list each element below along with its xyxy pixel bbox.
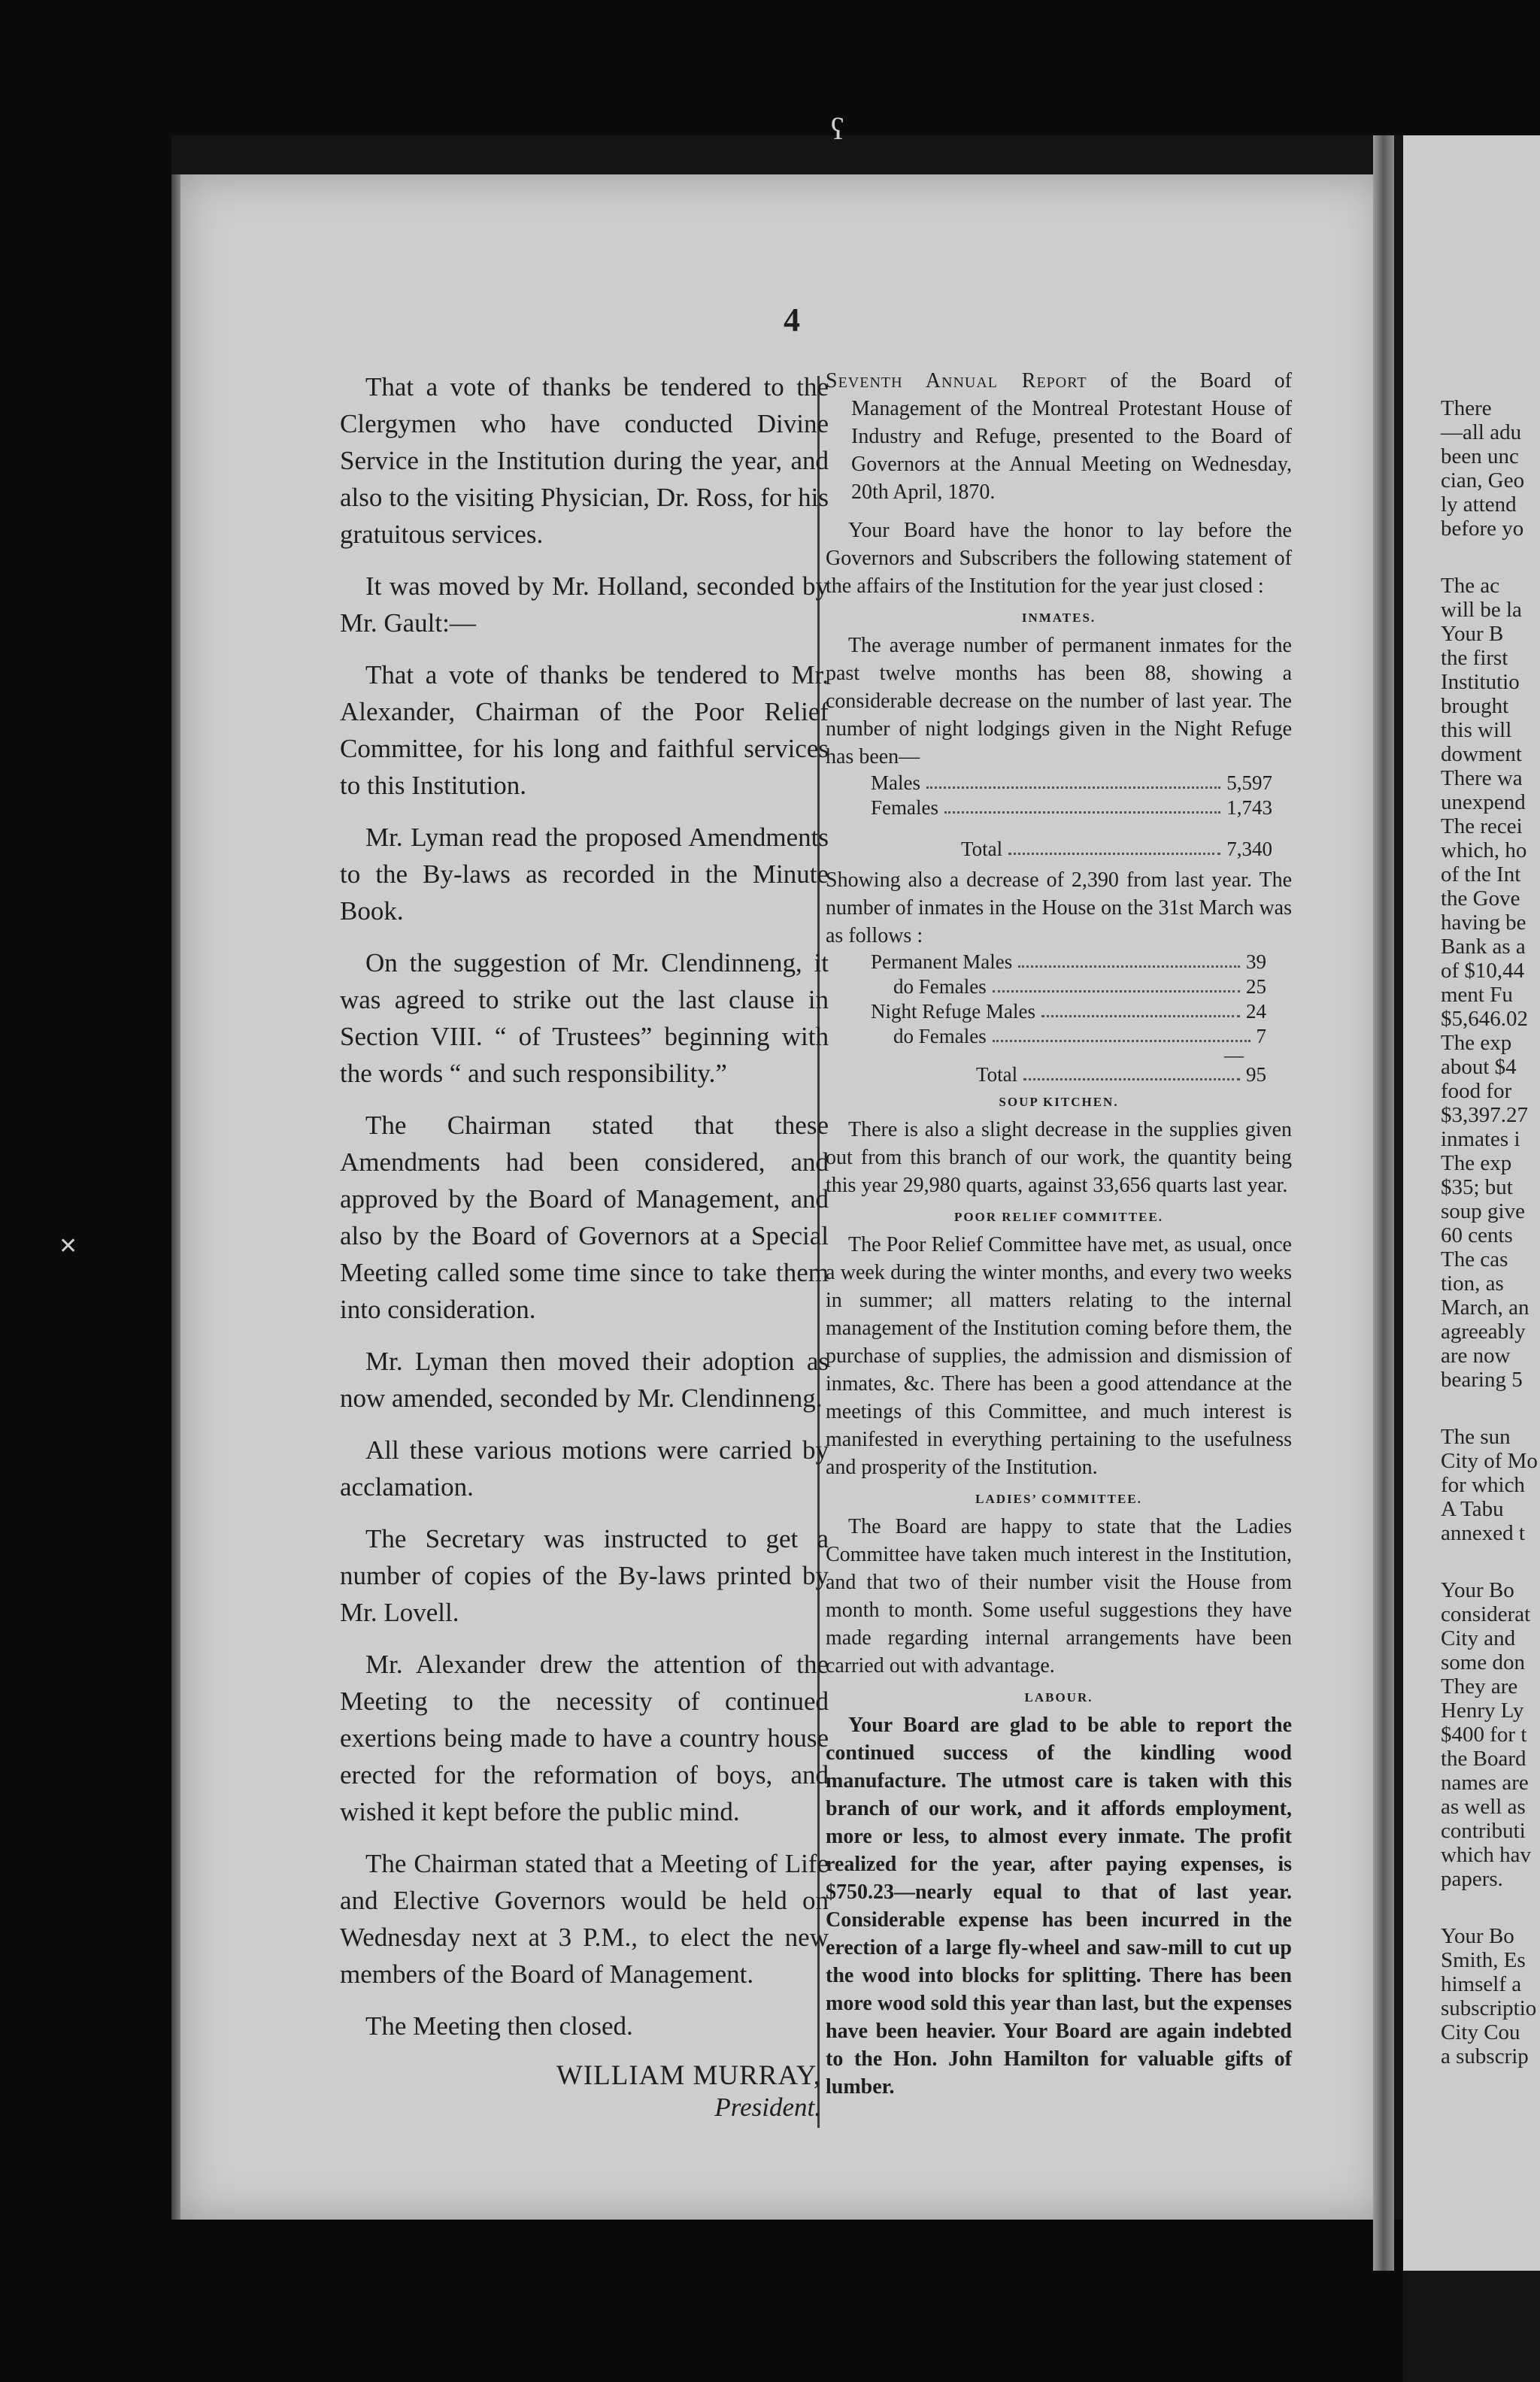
facing-page-line: as well as <box>1441 1795 1526 1819</box>
facing-page-line: names are <box>1441 1771 1529 1795</box>
facing-page-line: The sun <box>1441 1425 1511 1449</box>
row-value: 7 <box>1256 1025 1266 1047</box>
facing-page-line: the first <box>1441 646 1508 670</box>
facing-page-line: $35; but <box>1441 1175 1513 1199</box>
report-heading: Seventh Annual Report <box>826 369 1087 392</box>
lodgings-row <box>871 771 1272 796</box>
facing-page <box>1403 135 1540 2271</box>
facing-page-line: which hav <box>1441 1843 1531 1867</box>
facing-page-line: annexed t <box>1441 1521 1525 1545</box>
facing-page-line: They are <box>1441 1674 1518 1699</box>
ladies-committee-text: The Board are happy to state that the Ladies Committee have taken much interest in the Institution, and that two of their number visit the House from month to month. Some useful suggestions they have made regarding internal arrangements have been carried out with advantage. <box>826 1515 1292 1677</box>
facing-page-line: unexpend <box>1441 790 1526 814</box>
signature-name: WILLIAM MURRAY, <box>556 2060 821 2091</box>
row-label: do Females <box>893 975 987 998</box>
facing-page-line: The cas <box>1441 1247 1508 1271</box>
section-heading-poor-relief: POOR RELIEF COMMITTEE. <box>953 1210 1164 1224</box>
row-label: Females <box>871 796 938 819</box>
paragraph: Mr. Alexander drew the attention of the Meeting to the necessity of continued exertions being made to have a country house erected for the reformation of boys, and wished it kept before the public mind. <box>340 1650 829 1826</box>
paragraph: The Meeting then closed. <box>365 2011 633 2041</box>
facing-page-line: this will <box>1441 718 1512 742</box>
facing-page-line: subscriptio <box>1441 1996 1537 2020</box>
total-value: 7,340 <box>1226 838 1272 860</box>
paragraph: That a vote of thanks be tendered to Mr. Alexander, Chairman of the Poor Relief Committee, for his long and faithful services to this Institution. <box>340 660 829 800</box>
facing-page-line: Bank as a <box>1441 935 1526 959</box>
scan-border-bottom <box>0 2220 1403 2382</box>
paragraph: On the suggestion of Mr. Clendinneng, it was agreed to strike out the last clause in Section VIII. “ of Trustees” beginning with the words “ and such responsibility.” <box>340 948 829 1088</box>
facing-page-line: of $10,44 <box>1441 959 1525 983</box>
count-total-row <box>871 1062 1266 1087</box>
facing-page-line: been unc <box>1441 444 1519 468</box>
facing-page-line: considerat <box>1441 1602 1531 1626</box>
lodgings-table <box>826 771 1292 862</box>
facing-page-line: Smith, Es <box>1441 1948 1526 1972</box>
paragraph: Mr. Lyman then moved their adoption as now amended, seconded by Mr. Clendinneng. <box>340 1347 829 1413</box>
book-spine <box>1373 135 1394 2271</box>
facing-page-line: City and <box>1441 1626 1516 1650</box>
facing-page-line: cian, Geo <box>1441 468 1525 492</box>
soup-kitchen-text: There is also a slight decrease in the supplies given out from this branch of our work, the quantity being this year 29,980 quarts, against 33,656 quarts last year. <box>826 1118 1292 1197</box>
facing-page-line: There <box>1441 396 1492 420</box>
page-number: 4 <box>784 302 800 338</box>
total-label: Total <box>961 838 1003 860</box>
facing-page-line: The exp <box>1441 1031 1512 1055</box>
facing-page-line: agreeably <box>1441 1320 1526 1344</box>
left-column <box>340 368 829 2123</box>
facing-page-line: which, ho <box>1441 838 1527 862</box>
count-row <box>871 950 1266 974</box>
count-row <box>871 974 1266 999</box>
facing-page-line: will be la <box>1441 598 1522 622</box>
facing-page-line: contributi <box>1441 1819 1526 1843</box>
facing-page-line: Institutio <box>1441 670 1520 694</box>
sum-rule: — <box>1224 1044 1244 1066</box>
facing-page-line: ly attend <box>1441 492 1517 517</box>
lodgings-total-row <box>871 837 1272 862</box>
facing-page-line: inmates i <box>1441 1127 1520 1151</box>
facing-page-line: are now <box>1441 1344 1511 1368</box>
facing-page-line: himself a <box>1441 1972 1522 1996</box>
facing-page-line: tion, as <box>1441 1271 1504 1296</box>
paragraph: The Chairman stated that a Meeting of Life and Elective Governors would be held on Wednesday next at 3 P.M., to elect the new members of the Board of Management. <box>340 1849 829 1989</box>
report-heading-paragraph <box>826 367 1292 506</box>
paragraph: Mr. Lyman read the proposed Amendments to the By-laws as recorded in the Minute Book. <box>340 823 829 926</box>
section-heading-inmates: INMATES. <box>1021 611 1096 625</box>
scan-border-left <box>0 0 171 2382</box>
facing-page-line: bearing 5 <box>1441 1368 1523 1392</box>
paragraph: All these various motions were carried by acclamation. <box>340 1435 829 1502</box>
facing-page-line: the Gove <box>1441 886 1520 911</box>
total-label: Total <box>976 1063 1018 1086</box>
row-value: 39 <box>1246 950 1266 973</box>
facing-page-line: $400 for t <box>1441 1723 1527 1747</box>
facing-page-line: ment Fu <box>1441 983 1513 1007</box>
poor-relief-text: The Poor Relief Committee have met, as usual, once a week during the winter months, and every two weeks in summer; all matters relating to the internal management of the Institution coming before them, the purchase of supplies, the admission and dismission of inmates, &c. There has been a good attendance at the meetings of this Committee, and much interest is manifested in everything pertaining to the usefulness and prosperity of the Institution. <box>826 1233 1292 1479</box>
facing-page-line: 60 cents <box>1441 1223 1513 1247</box>
inmate-count-table <box>826 950 1292 1087</box>
facing-page-line: —all adu <box>1441 420 1522 444</box>
facing-page-line: about $4 <box>1441 1055 1517 1079</box>
row-label: do Females <box>893 1025 987 1047</box>
facing-page-line: The exp <box>1441 1151 1512 1175</box>
section-heading-labour: LABOUR. <box>1024 1690 1093 1705</box>
total-value: 95 <box>1246 1063 1266 1086</box>
signature-title: President. <box>714 2093 821 2122</box>
labour-text: Your Board are glad to be able to report the continued success of the kindling wood manufacture. The utmost care is taken with this branch of our work, and it affords employment, more or less, to almost every inmate. The profit realized for the year, after paying expenses, is $750.23—nearly equal to that of last year. Considerable expense has been incurred in the erection of a large fly-wheel and saw-mill to cut up the wood into blocks for splitting. There has been more wood sold this year than last, but the expenses have been heavier. Your Board are again indebted to the Hon. John Hamilton for valuable gifts of lumber. <box>826 1714 1292 2099</box>
facing-page-line: A Tabu <box>1441 1497 1504 1521</box>
facing-page-line: There wa <box>1441 766 1523 790</box>
facing-page-line: some don <box>1441 1650 1525 1674</box>
facing-page-line: before yo <box>1441 517 1524 541</box>
facing-page-line: the Board <box>1441 1747 1526 1771</box>
facing-page-line: Your Bo <box>1441 1924 1514 1948</box>
inmates-text: The average number of permanent inmates for the past twelve months has been 88, showing a considerable decrease on the number of last year. The number of night lodgings given in the Night Refuge has been— <box>826 634 1292 768</box>
row-value: 1,743 <box>1226 796 1272 819</box>
paragraph: That a vote of thanks be tendered to the Clergymen who have conducted Divine Service in the Institution during the year, and also to the visiting Physician, Dr. Ross, for his gratuitous services. <box>340 372 829 549</box>
count-row <box>871 1024 1266 1049</box>
scan-mark-left: ✕ <box>59 1234 78 1259</box>
count-row <box>871 999 1266 1024</box>
facing-page-line: City Cou <box>1441 2020 1520 2044</box>
facing-page-line: Your B <box>1441 622 1504 646</box>
facing-page-line: a subscrip <box>1441 2044 1529 2068</box>
facing-page-line: $5,646.02 <box>1441 1007 1528 1031</box>
row-label: Permanent Males <box>871 950 1013 973</box>
facing-page-line: dowment <box>1441 742 1522 766</box>
facing-page-line: of the Int <box>1441 862 1521 886</box>
row-value: 24 <box>1246 1000 1266 1023</box>
row-value: 25 <box>1246 975 1266 998</box>
inmates-text-2: Showing also a decrease of 2,390 from last year. The number of inmates in the House on the 31st March was as follows : <box>826 868 1292 947</box>
facing-page-line: food for <box>1441 1079 1512 1103</box>
facing-page-line: brought <box>1441 694 1509 718</box>
paragraph: The Secretary was instructed to get a number of copies of the By-laws printed by Mr. Lovell. <box>340 1524 829 1627</box>
report-intro: Your Board have the honor to lay before the Governors and Subscribers the following statement of the affairs of the Institution for the year just closed : <box>826 519 1292 598</box>
facing-page-line: Your Bo <box>1441 1578 1514 1602</box>
lodgings-row <box>871 796 1272 820</box>
section-heading-ladies-committee: LADIES’ COMMITTEE. <box>975 1492 1142 1506</box>
facing-page-line: Henry Ly <box>1441 1699 1524 1723</box>
report-heading-text: of the Board of Management of the Montreal Protestant House of Industry and Refuge, presented to the Board of Governors at the Annual Meeting on Wednesday, 20th April, 1870. <box>851 369 1292 504</box>
facing-page-line: $3,397.27 <box>1441 1103 1528 1127</box>
row-label: Night Refuge Males <box>871 1000 1035 1023</box>
scan-mark-top: ʕ <box>831 112 844 146</box>
facing-page-line: The recei <box>1441 814 1523 838</box>
row-label: Males <box>871 771 920 794</box>
paragraph: The Chairman stated that these Amendments had been considered, and approved by the Board of Management, and also by the Board of Governors at a Special Meeting called some time since to take them into consideration. <box>340 1111 829 1324</box>
section-heading-soup-kitchen: SOUP KITCHEN. <box>999 1095 1119 1109</box>
facing-page-line: City of Mo <box>1441 1449 1538 1473</box>
facing-page-line: March, an <box>1441 1296 1529 1320</box>
facing-page-line: papers. <box>1441 1867 1503 1891</box>
paragraph: It was moved by Mr. Holland, seconded by Mr. Gault:— <box>340 571 829 638</box>
facing-page-line: soup give <box>1441 1199 1525 1223</box>
facing-page-line: The ac <box>1441 574 1500 598</box>
row-value: 5,597 <box>1226 771 1272 794</box>
right-column <box>826 367 1292 2111</box>
facing-page-line: for which <box>1441 1473 1525 1497</box>
scan-border-top <box>0 0 1540 135</box>
facing-page-line: having be <box>1441 911 1526 935</box>
